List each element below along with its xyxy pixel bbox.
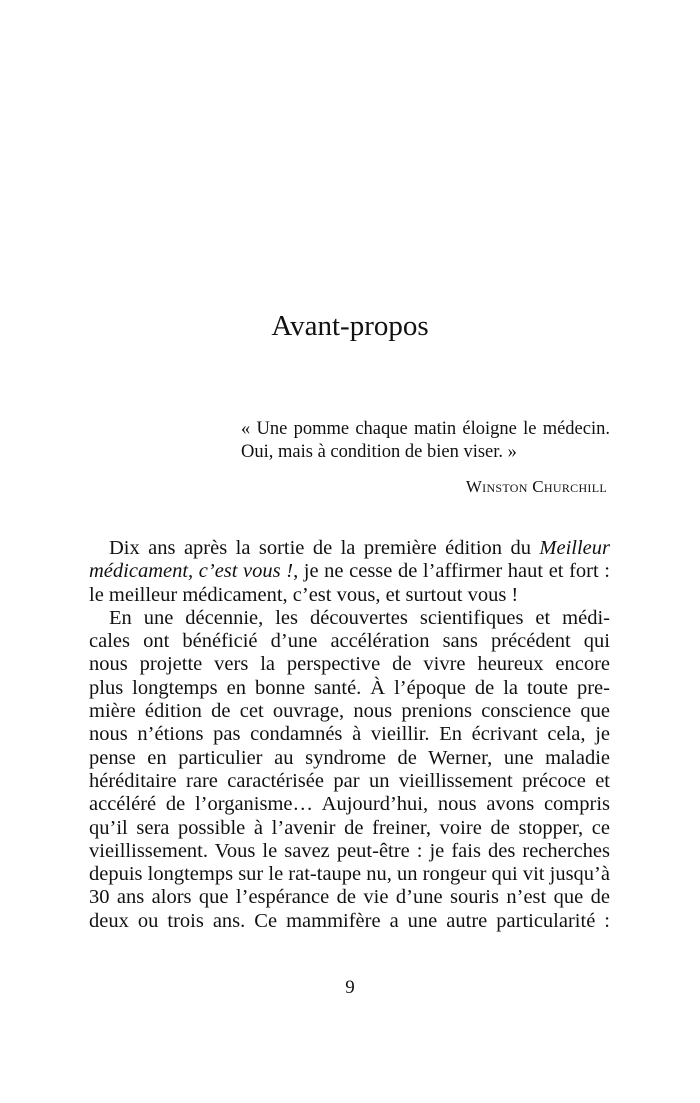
epigraph-author: Winston Churchill xyxy=(465,477,607,496)
epigraph-line: « Une pomme chaque matin éloigne le médecin. xyxy=(241,419,610,439)
paragraph-line: En une décennie, les découvertes scientifiques et médi- xyxy=(109,606,610,629)
chapter-title: Avant-propos xyxy=(271,310,429,342)
paragraph-line: depuis longtemps sur le rat-taupe nu, un rongeur qui vit jusqu’à xyxy=(89,863,610,886)
paragraph-line: qu’il sera possible à l’avenir de freiner, voire de stopper, ce xyxy=(89,816,610,839)
epigraph-quote xyxy=(241,418,610,464)
book-title-italic: médicament, c’est vous ! xyxy=(89,560,294,583)
paragraph-line: héréditaire rare caractérisée par un vieillissement précoce et xyxy=(89,769,610,792)
paragraph-line: mière édition de cet ouvrage, nous prenions conscience que xyxy=(89,700,610,723)
body-text xyxy=(89,537,610,933)
paragraph-line: accéléré de l’organisme… Aujourd’hui, nous avons compris xyxy=(89,793,610,816)
page-number: 9 xyxy=(345,977,355,998)
book-title-italic: Meilleur xyxy=(539,537,610,559)
paragraph-line: 30 ans alors que l’espérance de vie d’une souris n’est que de xyxy=(89,886,610,909)
paragraph-line: nous n’étions pas condamnés à vieillir. En écrivant cela, je xyxy=(89,723,610,746)
paragraph-line: deux ou trois ans. Ce mammifère a une autre particularité : xyxy=(89,909,610,932)
paragraph-line xyxy=(89,537,610,560)
paragraph-line: pense en particulier au syndrome de Werner, une maladie xyxy=(89,746,610,769)
paragraph-line: le meilleur médicament, c’est vous, et surtout vous ! xyxy=(89,583,519,606)
text-run: , je ne cesse de l’affirmer haut et fort : xyxy=(293,560,610,583)
paragraph-line: plus longtemps en bonne santé. À l’époque de la toute pre- xyxy=(89,676,610,699)
paragraph-line xyxy=(89,560,610,583)
text-run: Dix ans après la sortie de la première édition du xyxy=(109,537,540,559)
paragraph-line: nous projette vers la perspective de vivre heureux encore xyxy=(89,653,610,676)
paragraph-line: vieillissement. Vous le savez peut-être : je fais des recherches xyxy=(89,839,610,862)
epigraph-line: Oui, mais à condition de bien viser. » xyxy=(241,442,517,462)
paragraph-line: cales ont bénéficié d’une accélération sans précédent qui xyxy=(89,630,610,653)
